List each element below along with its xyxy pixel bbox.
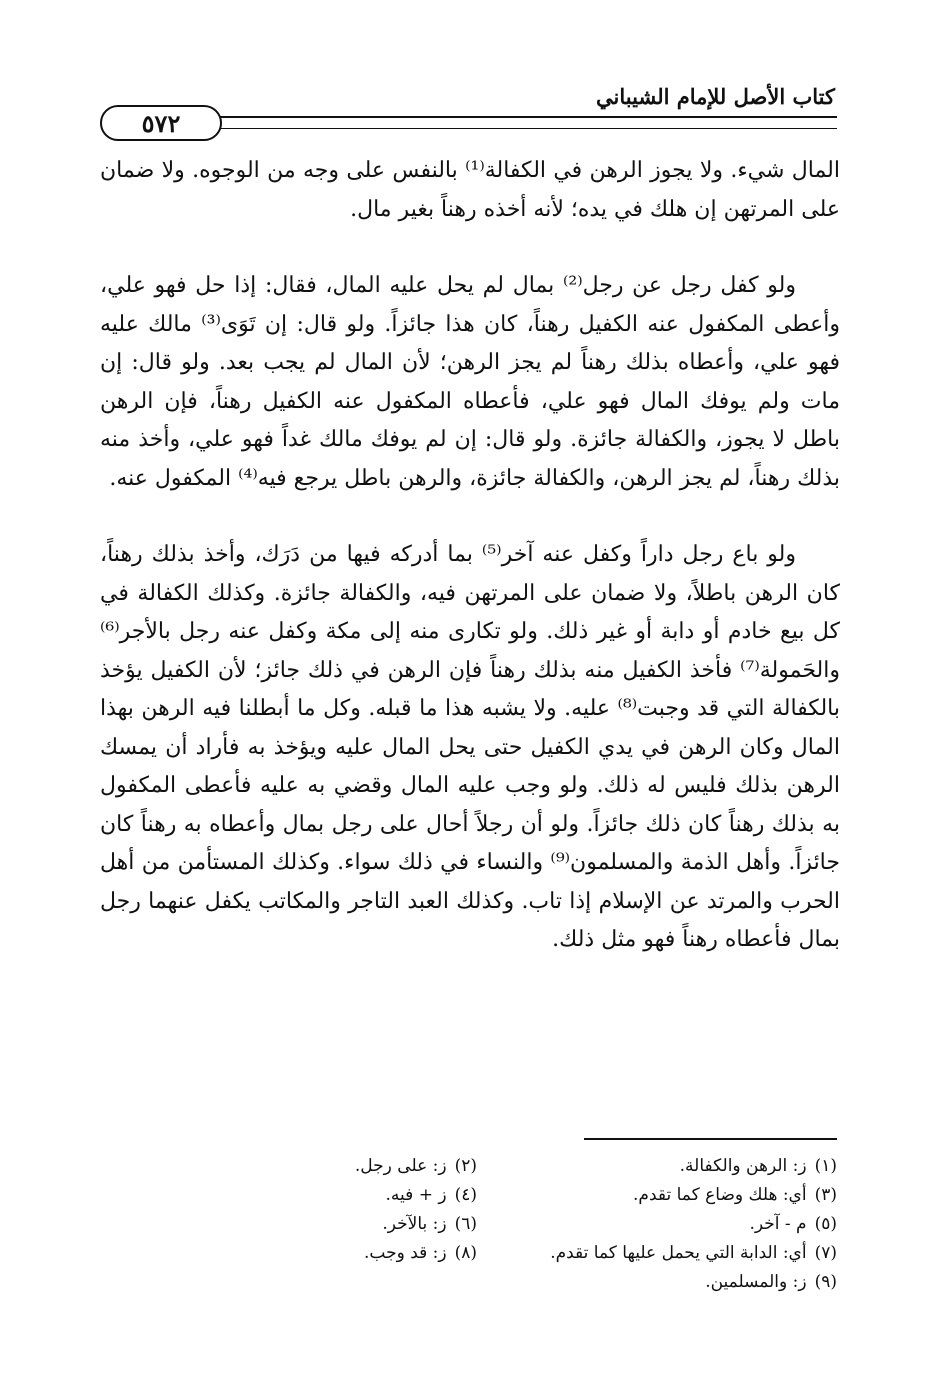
footnote-number: (٦) xyxy=(454,1214,477,1234)
footnote-2 xyxy=(117,1152,477,1181)
footnote-text: م - آخر. xyxy=(749,1214,807,1234)
footnotes xyxy=(100,1152,837,1297)
footnote-text: ز: بالآخر. xyxy=(382,1214,447,1234)
footnote-text: ز: على رجل. xyxy=(354,1156,447,1176)
footnote-number: (٤) xyxy=(454,1185,477,1205)
footnote-number: (٥) xyxy=(814,1214,837,1234)
header-rule xyxy=(168,116,837,129)
footnote-text: ز: قد وجب. xyxy=(363,1243,447,1263)
footnote-row xyxy=(100,1181,837,1210)
paragraph-2: ولو كفل رجل عن رجل⁽²⁾ بمال لم يحل عليه المال، فقال: إذا حل فهو علي، وأعطى المكفول عنه الكفيل رهناً، كان هذا جائزاً. ولو قال: إن تَوَى⁽³⁾ مالك عليه فهو علي، وأعطاه بذلك رهناً لم يجز الرهن؛ لأن المال لم يجب بعد. ولو قال: إن مات ولم يوفك المال فهو علي، فأعطاه المكفول عنه الكفيل رهناً، فإن الرهن باطل لا يجوز، والكفالة جائزة. ولو قال: إن لم يوفك مالك غداً فهو علي، وأخذ منه بذلك رهناً، لم يجز الرهن، والكفالة جائزة، والرهن باطل يرجع فيه⁽⁴⁾ المكفول عنه. xyxy=(100,273,840,491)
footnote-number: (٧) xyxy=(814,1243,837,1263)
footnote-text: ز: والمسلمين. xyxy=(705,1272,807,1292)
paragraph-3: ولو باع رجل داراً وكفل عنه آخر⁽⁵⁾ بما أدركه فيها من دَرَك، وأخذ بذلك رهناً، كان الرهن باطلاً، ولا ضمان على المرتهن فيه، والكفالة جائزة. وكذلك الكفالة في كل بيع خادم أو دابة أو غير ذلك. ولو تكارى منه إلى مكة وكفل عنه رجل بالأجر⁽⁶⁾ والحَمولة⁽⁷⁾ فأخذ الكفيل منه بذلك رهناً فإن الرهن في ذلك جائز؛ لأن الكفيل يؤخذ بالكفالة التي قد وجبت⁽⁸⁾ عليه. ولا يشبه هذا ما قبله. وكل ما أبطلنا فيه الرهن بهذا المال وكان الرهن في يدي الكفيل حتى يحل المال عليه ويؤخذ به فأراد أن يمسك الرهن بذلك فليس له ذلك. ولو وجب عليه المال وقضي به عليه فأعطى المكفول به بذلك رهناً كان ذلك جائزاً. ولو أن رجلاً أحال على رجل بمال وأعطاه به رهناً كان جائزاً. وأهل الذمة والمسلمون⁽⁹⁾ والنساء في ذلك سواء. وكذلك المستأمن من أهل الحرب والمرتد عن الإسلام إذا تاب. وكذلك العبد التاجر والمكاتب يكفل عنهما رجل بمال فأعطاه رهناً فهو مثل ذلك. xyxy=(100,542,840,952)
footnote-text: أي: هلك وضاع كما تقدم. xyxy=(633,1185,807,1205)
footnote-row xyxy=(100,1210,837,1239)
footnote-separator xyxy=(584,1138,837,1140)
footnote-6 xyxy=(117,1210,477,1239)
footnote-number: (٨) xyxy=(454,1243,477,1263)
footnote-5 xyxy=(477,1210,837,1239)
footnote-3 xyxy=(477,1181,837,1210)
main-text xyxy=(100,152,840,960)
footnote-row xyxy=(100,1239,837,1268)
footnote-7 xyxy=(477,1239,837,1268)
footnote-number: (٩) xyxy=(814,1272,837,1292)
footnote-row xyxy=(100,1152,837,1181)
running-title: كتاب الأصل للإمام الشيباني xyxy=(596,84,835,109)
footnote-1 xyxy=(477,1152,837,1181)
footnote-text: ز + فيه. xyxy=(385,1185,447,1205)
footnote-4 xyxy=(117,1181,477,1210)
footnote-9 xyxy=(477,1268,837,1297)
footnote-8 xyxy=(117,1239,477,1268)
footnote-number: (٣) xyxy=(814,1185,837,1205)
footnote-text: أي: الدابة التي يحمل عليها كما تقدم. xyxy=(550,1243,807,1263)
page-number: ٥٧٢ xyxy=(100,105,222,141)
paragraph-1: المال شيء. ولا يجوز الرهن في الكفالة⁽¹⁾ بالنفس على وجه من الوجوه. ولا ضمان على المرتهن إن هلك في يده؛ لأنه أخذه رهناً بغير مال. xyxy=(100,158,840,222)
footnote-text: ز: الرهن والكفالة. xyxy=(679,1156,807,1176)
footnote-row xyxy=(100,1268,837,1297)
footnote-number: (٢) xyxy=(454,1156,477,1176)
footnote-number: (١) xyxy=(814,1156,837,1176)
